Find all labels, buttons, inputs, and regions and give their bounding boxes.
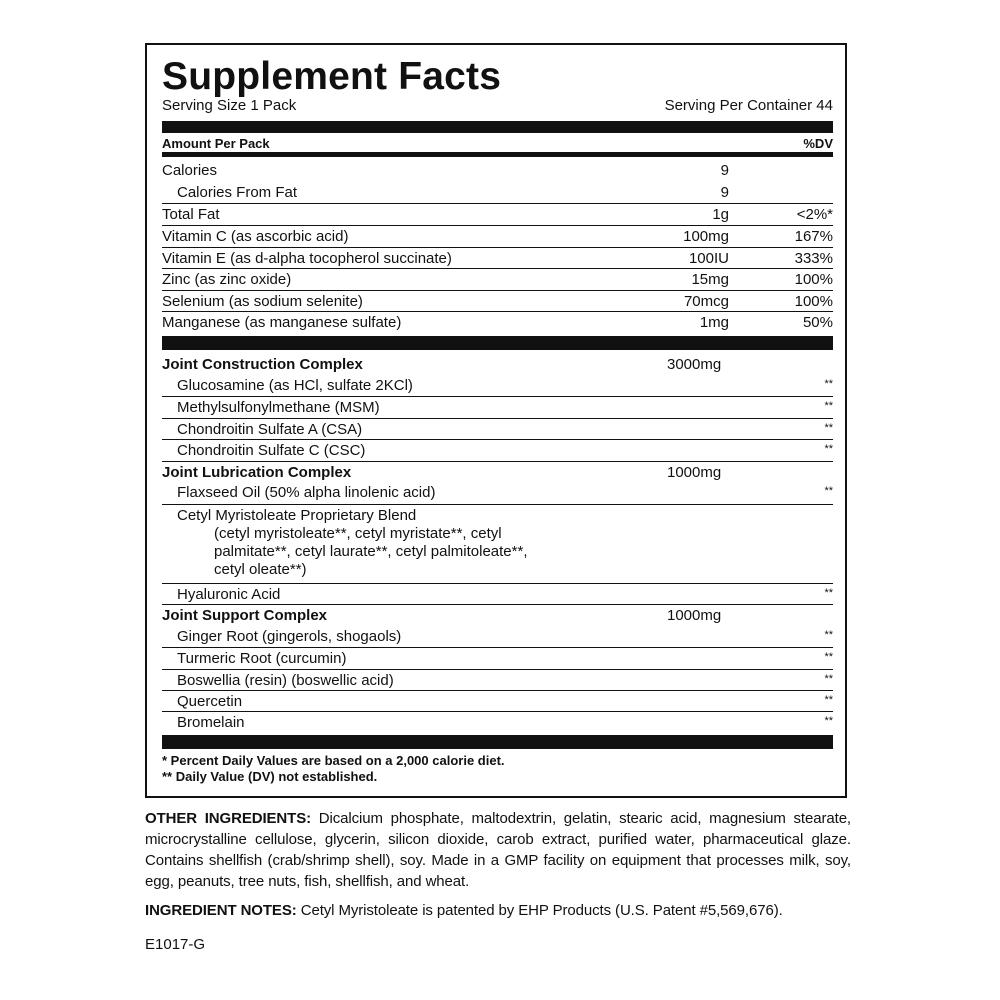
ingredient-row: Chondroitin Sulfate A (CSA) ** xyxy=(162,418,833,419)
nutrient-row: Vitamin C (as ascorbic acid) 100mg 167% xyxy=(162,225,833,226)
thick-divider xyxy=(162,735,833,749)
ingredient-notes xyxy=(145,900,851,921)
servings-per-container: Serving Per Container 44 xyxy=(664,97,833,114)
ingredient-row: Quercetin ** xyxy=(162,690,833,691)
amount-header: Amount Per Pack xyxy=(162,136,270,151)
footnote-dv-basis: * Percent Daily Values are based on a 2,000 calorie diet. xyxy=(162,753,505,768)
ingredient-row: Bromelain ** xyxy=(162,711,833,712)
complex-row-lubrication: Joint Lubrication Complex 1000mg xyxy=(162,461,833,462)
ingredient-row: Boswellia (resin) (boswellic acid) ** xyxy=(162,669,833,670)
medium-divider xyxy=(162,152,833,157)
ingredient-row: Turmeric Root (curcumin) ** xyxy=(162,647,833,648)
panel-title: Supplement Facts xyxy=(162,55,502,98)
ingredient-row: Hyaluronic Acid ** xyxy=(162,583,833,584)
nutrient-row: Manganese (as manganese sulfate) 1mg 50% xyxy=(162,311,833,312)
thick-divider xyxy=(162,121,833,133)
other-ingredients xyxy=(145,808,851,892)
nutrient-row: Selenium (as sodium selenite) 70mcg 100% xyxy=(162,290,833,291)
footnote-not-established: ** Daily Value (DV) not established. xyxy=(162,769,378,784)
nutrient-row: Total Fat 1g <2%* xyxy=(162,203,833,204)
other-ingredients-text: Dicalcium phosphate, maltodextrin, gelatin, stearic acid, magnesium stearate, microcrystalline cellulose, glycerin, silicon dioxide, carob extract, purified water, pharmaceutical glaze. Contains shellfish (crab/shrimp shell), soy. Made in a GMP facility on equipment that processes milk, soy, egg, peanuts, tree nuts, fish, shellfish, and wheat. xyxy=(145,810,852,890)
nutrient-row: Zinc (as zinc oxide) 15mg 100% xyxy=(162,268,833,269)
product-code: E1017-G xyxy=(145,936,206,953)
serving-size: Serving Size 1 Pack xyxy=(162,97,297,114)
thick-divider xyxy=(162,336,833,350)
blend-components: (cetyl myristoleate**, cetyl myristate**, cetyl palmitate**, cetyl laurate**, cetyl palmitoleate**, cetyl oleate**) xyxy=(214,525,528,578)
ingredient-notes-label: INGREDIENT NOTES: xyxy=(145,902,297,919)
ingredient-row: Methylsulfonylmethane (MSM) ** xyxy=(162,396,833,397)
nutrient-row: Vitamin E (as d-alpha tocopherol succinate) 100IU 333% xyxy=(162,247,833,248)
column-header xyxy=(162,136,833,151)
ingredient-notes-text: Cetyl Myristoleate is patented by EHP Products (U.S. Patent #5,569,676). xyxy=(300,902,783,919)
blend-row: Cetyl Myristoleate Proprietary Blend (cetyl myristoleate**, cetyl myristate**, cetyl palmitate**, cetyl laurate**, cetyl palmitoleate**, cetyl oleate**) xyxy=(162,504,833,585)
serving-info xyxy=(162,97,833,114)
supplement-facts-panel: Supplement Facts Serving Size 1 Pack Serving Per Container 44 Amount Per Pack %DV Calories 9 Calories From Fat 9 Total Fat 1g <2%* Vitamin C (as ascorbic acid) 100mg 167% Vitamin E (as d-alpha tocopherol succinate) 100IU 333% Zinc (as zinc oxide) 15mg 100% Selenium (as sodium selenite) 70mcg 100% Manganese (as manganese sulfate) 1mg 50% Joint Construction Complex 3000mg Glucosamine (as HCl, sulfate 2KCl) ** Methylsulfonylmethane (MSM) ** Chondroitin Sulfate A (CSA) ** Chondroitin Sulfate C (CSC) ** Joint Lubrication Complex 1000mg Flaxseed Oil (50% alpha linolenic acid) ** Cetyl Myristoleate Proprietary Blend (cetyl myristoleate**, cetyl myristate**, cetyl palmitate**, cetyl laurate**, cetyl palmitoleate**, cetyl oleate**) Hyaluronic Acid ** Joint Support Complex 1000mg Ginger Root (gingerols, shogaols) ** Turmeric Root (curcumin) ** Boswellia (resin) (boswellic acid) ** Quercetin ** Bromelain ** * Percent Daily Values are based on a 2,000 calorie diet. ** Daily Value (DV) not established. xyxy=(145,43,847,798)
other-ingredients-label: OTHER INGREDIENTS: xyxy=(145,810,312,827)
dv-header: %DV xyxy=(803,136,833,151)
ingredient-row: Chondroitin Sulfate C (CSC) ** xyxy=(162,439,833,440)
complex-row-support: Joint Support Complex 1000mg xyxy=(162,604,833,605)
